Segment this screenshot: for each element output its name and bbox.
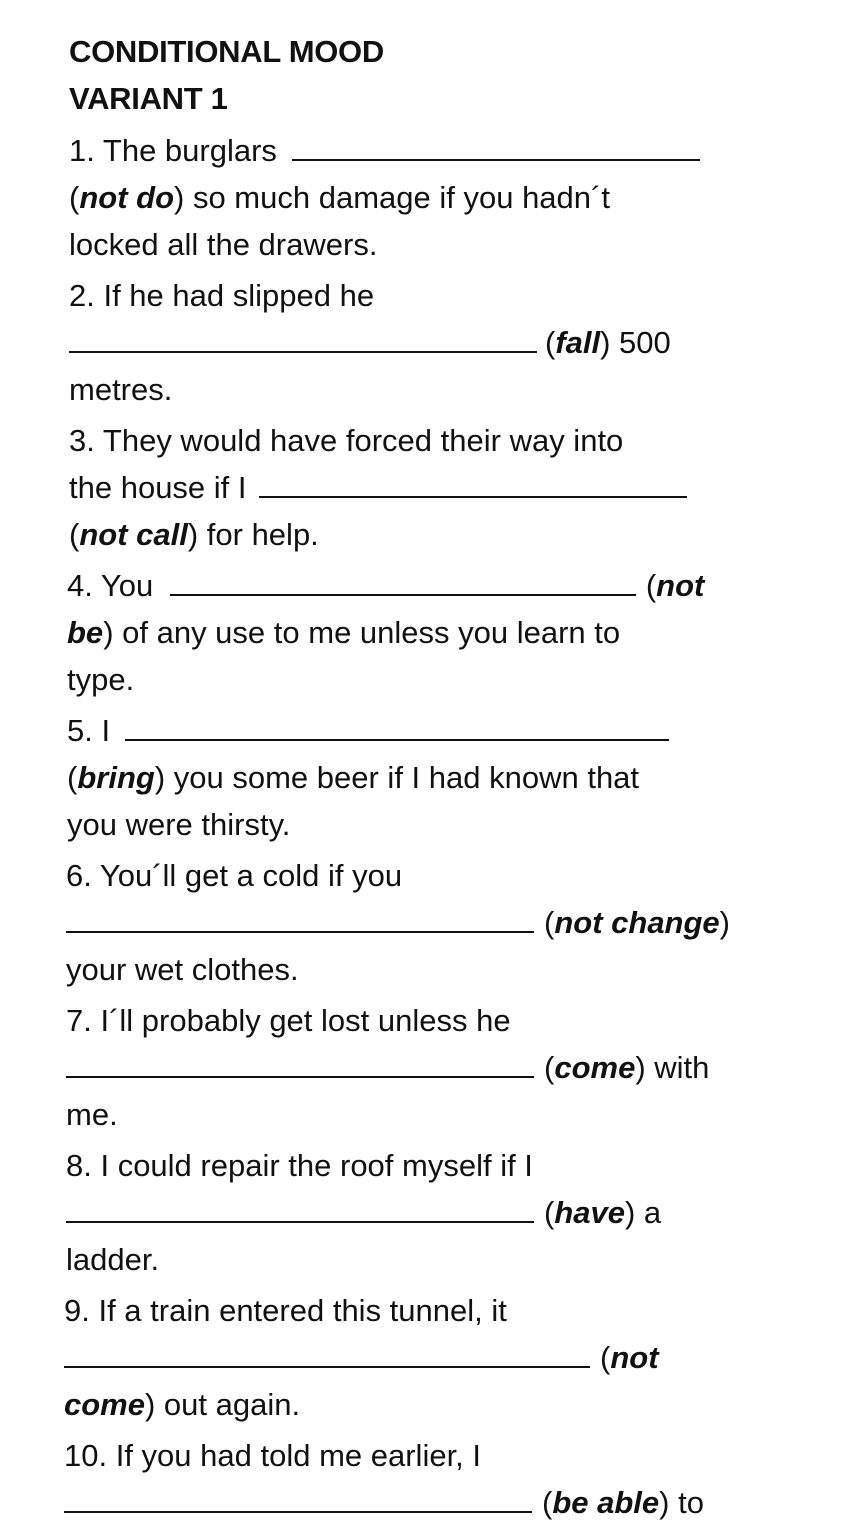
exercise-6-line-3: your wet clothes.	[66, 952, 299, 987]
exercise-4-blank[interactable]	[170, 570, 636, 596]
exercise-8-line-2	[66, 1195, 661, 1231]
exercise-3-verb: not call	[79, 517, 188, 552]
exercise-2-line-2	[69, 325, 671, 361]
exercise-9-verb-part-2: come	[64, 1387, 145, 1422]
open-paren: (	[544, 905, 555, 940]
exercise-8-line-3: ladder.	[66, 1242, 160, 1277]
exercise-6-verb: not change	[554, 905, 720, 940]
exercise-2-text: ) 500	[600, 325, 671, 360]
exercise-6-line-1: 6. You´ll get a cold if you	[66, 858, 403, 893]
exercise-1-line-1	[69, 133, 700, 169]
open-paren: (	[545, 325, 556, 360]
exercise-6-text: )	[719, 905, 730, 940]
exercise-2-verb: fall	[555, 325, 601, 360]
exercise-5-blank[interactable]	[125, 715, 669, 741]
exercise-7-line-3: me.	[66, 1097, 118, 1132]
exercise-9-blank[interactable]	[64, 1342, 590, 1368]
exercise-10-text: ) to	[659, 1485, 704, 1520]
exercise-10-line-2	[64, 1485, 704, 1521]
exercise-8-text: ) a	[625, 1195, 662, 1230]
exercise-3-prompt: the house if I	[69, 470, 247, 505]
exercise-8-verb: have	[554, 1195, 625, 1230]
exercise-5-line-2	[67, 760, 639, 796]
exercise-8-blank[interactable]	[66, 1197, 534, 1223]
exercise-8-line-1: 8. I could repair the roof myself if I	[66, 1148, 533, 1183]
exercise-7-line-1: 7. I´ll probably get lost unless he	[66, 1003, 511, 1038]
exercise-9-line-2	[64, 1340, 659, 1376]
exercise-9-line-3	[64, 1387, 300, 1423]
exercise-6-line-2	[66, 905, 730, 941]
exercise-5-verb: bring	[77, 760, 155, 795]
exercise-2-blank[interactable]	[69, 327, 537, 353]
exercise-9-verb-part-1: not	[610, 1340, 659, 1375]
exercise-10-blank[interactable]	[64, 1487, 532, 1513]
exercise-5-line-1	[67, 713, 669, 749]
open-paren: (	[69, 517, 80, 552]
exercise-1-verb: not do	[79, 180, 175, 215]
open-paren: (	[544, 1050, 555, 1085]
exercise-4-line-3: type.	[67, 662, 135, 697]
exercise-4-line-2	[67, 615, 620, 651]
exercise-1-text: ) so much damage if you hadn´t	[174, 180, 610, 215]
exercise-7-blank[interactable]	[66, 1052, 534, 1078]
exercise-4-prompt: 4. You	[67, 568, 154, 603]
exercise-2-line-3: metres.	[69, 372, 173, 407]
exercise-3-text: ) for help.	[187, 517, 319, 552]
worksheet-title: CONDITIONAL MOOD	[69, 34, 384, 69]
open-paren: (	[645, 568, 657, 603]
exercise-4-verb-part-2: be	[67, 615, 104, 650]
exercise-10-line-1: 10. If you had told me earlier, I	[64, 1438, 482, 1473]
exercise-3-line-1: 3. They would have forced their way into	[69, 423, 624, 458]
open-paren: (	[542, 1485, 553, 1520]
exercise-7-line-2	[66, 1050, 709, 1086]
open-paren: (	[69, 180, 80, 215]
exercise-6-blank[interactable]	[66, 907, 534, 933]
exercise-3-line-2	[69, 470, 687, 506]
exercise-9-text: ) out again.	[144, 1387, 301, 1422]
exercise-5-line-3: you were thirsty.	[67, 807, 291, 842]
exercise-1-line-2	[69, 180, 610, 216]
exercise-4-line-1	[67, 568, 704, 604]
exercise-3-blank[interactable]	[259, 472, 687, 498]
exercise-3-line-3	[69, 517, 319, 553]
exercise-5-text: ) you some beer if I had known that	[154, 760, 640, 795]
open-paren: (	[600, 1340, 611, 1375]
exercise-1-prompt: 1. The burglars	[69, 133, 277, 168]
exercise-1-line-3: locked all the drawers.	[69, 227, 378, 262]
exercise-4-text: ) of any use to me unless you learn to	[103, 615, 621, 650]
variant-label: VARIANT 1	[69, 81, 228, 116]
exercise-4-verb-part-1: not	[656, 568, 705, 603]
exercise-2-line-1: 2. If he had slipped he	[69, 278, 375, 313]
open-paren: (	[544, 1195, 555, 1230]
exercise-1-blank[interactable]	[292, 135, 700, 161]
open-paren: (	[67, 760, 78, 795]
exercise-5-prompt: 5. I	[67, 713, 111, 748]
exercise-7-text: ) with	[635, 1050, 710, 1085]
exercise-7-verb: come	[554, 1050, 636, 1085]
exercise-9-line-1: 9. If a train entered this tunnel, it	[64, 1293, 507, 1328]
exercise-10-verb: be able	[552, 1485, 660, 1520]
